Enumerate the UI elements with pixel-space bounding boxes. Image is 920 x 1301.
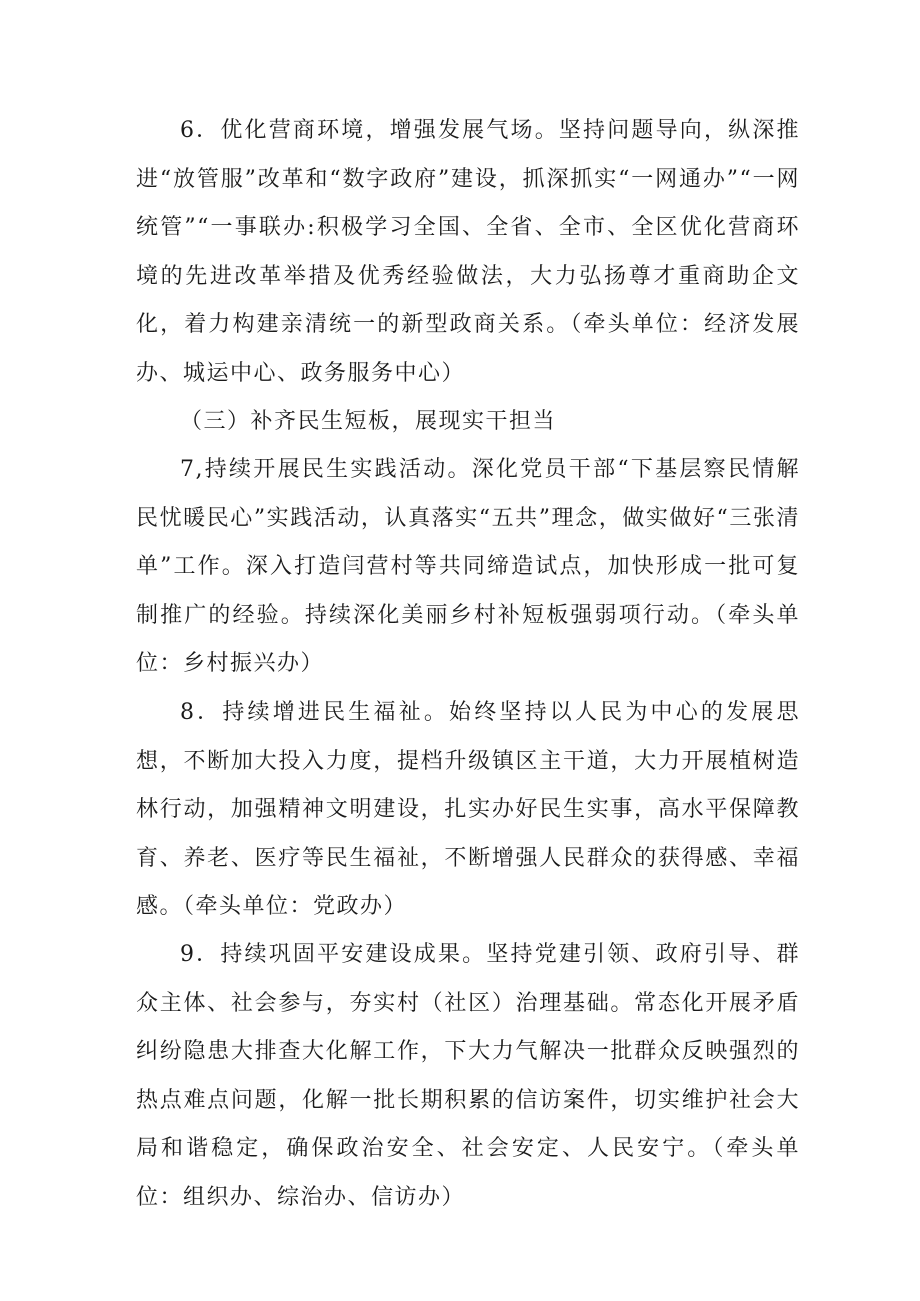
section-heading-3: （三）补齐民生短板，展现实干担当 xyxy=(180,409,557,434)
paragraph-item-8: 8．持续增进民生福祉。始终坚持以人民为中心的发展思想，不断加大投入力度，提档升级镇区主干道，大力开展植树造林行动，加强精神文明建设，扎实办好民生实事，高水平保障教育、养老、医疗等民生福祉，不断增强人民群众的获得感、幸福感。（牵头单位：党政办） xyxy=(136,700,800,919)
paragraph-item-9: 9．持续巩固平安建设成果。坚持党建引领、政府引导、群众主体、社会参与，夯实村（社区）治理基础。常态化开展矛盾纠纷隐患大排查大化解工作，下大力气解决一批群众反映强烈的热点难点问题，化解一批长期积累的信访案件，切实维护社会大局和谐稳定，确保政治安全、社会安定、人民安宁。（牵头单位：组织办、综治办、信访办） xyxy=(136,942,800,1210)
paragraph-item-6: 6．优化营商环境，增强发展气场。坚持问题导向，纵深推进“放管服”改革和“数字政府”建设，抓深抓实“一网通办”“一网统管”“一事联办:积极学习全国、全省、全市、全区优化营商环境的先进改革举措及优秀经验做法，大力弘扬尊才重商助企文化，着力构建亲清统一的新型政商关系。（牵头单位：经济发展办、城运中心、政务服务中心） xyxy=(136,118,800,386)
paragraph-item-7: 7,持续开展民生实践活动。深化党员干部“下基层察民情解民忧暖民心”实践活动，认真落实“五共”理念，做实做好“三张清单”工作。深入打造闫营村等共同缔造试点，加快形成一批可复制推广的经验。持续深化美丽乡村补短板强弱项行动。（牵头单位：乡村振兴办） xyxy=(136,457,800,676)
